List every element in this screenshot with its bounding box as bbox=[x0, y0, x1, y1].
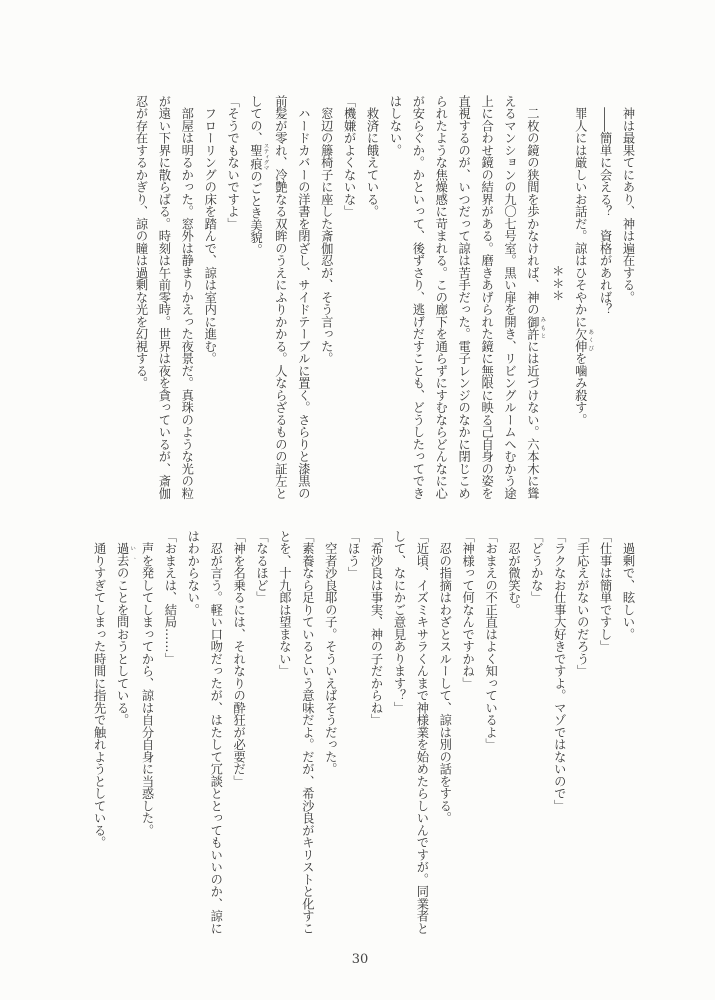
ruby-base: 欠伸 bbox=[573, 327, 588, 353]
text-run: 「おまえは、結局……」 bbox=[162, 530, 177, 665]
text-line bbox=[250, 530, 273, 924]
text-line bbox=[295, 530, 318, 935]
text-run: 声を発してしまってから、諒は自分自身に当惑した。 bbox=[139, 530, 154, 837]
text-run: を噛み殺す。 bbox=[573, 352, 588, 426]
ruby-text: みもと bbox=[539, 315, 546, 340]
text-run: 「そうでもないですよ」 bbox=[225, 95, 240, 230]
text-line bbox=[158, 530, 181, 924]
text-line bbox=[152, 95, 175, 500]
text-run: が遠い下界に散らばる。時刻は午前零時。世界は夜を貪っているが、斎伽 bbox=[156, 95, 171, 500]
text-run: 「どうかな」 bbox=[529, 530, 544, 604]
text-run: 過剰で、眩しい。 bbox=[621, 530, 635, 641]
text-run: 「神様って何なんですかね」 bbox=[460, 530, 475, 690]
text-line bbox=[568, 95, 593, 489]
ruby-text: スティグマ bbox=[262, 143, 269, 171]
text-run: 二枚の鏡の狭間を歩かなければ、神の bbox=[525, 95, 540, 316]
text-line bbox=[181, 530, 204, 924]
text-run: のごとき美貌。 bbox=[248, 170, 263, 256]
ruby-base: 過去 bbox=[115, 542, 130, 567]
text-run: 神は最果てにあり、神は遍在する。 bbox=[621, 95, 635, 304]
text-line bbox=[269, 95, 292, 500]
text-run: 「素養なら足りているという意味だよ。だが、希沙良がキリストと化すこ bbox=[300, 530, 315, 935]
text-run: 「ラクなお仕事大好きですよ。マゾではないので」 bbox=[552, 530, 567, 812]
text-line bbox=[520, 95, 546, 500]
text-line bbox=[452, 95, 475, 500]
text-run: して、なにかご意見あります？」 bbox=[391, 530, 406, 714]
text-line bbox=[87, 530, 110, 924]
text-run: 忍が言う。軽い口吻だったが、はたして冗談ととってもいいのか、諒に bbox=[208, 530, 223, 935]
text-line bbox=[360, 95, 383, 489]
text-line bbox=[198, 95, 221, 489]
text-run: ＊＊＊ bbox=[550, 265, 565, 302]
ruby-annotation bbox=[525, 315, 546, 341]
text-run: 「手応えがないのだろう」 bbox=[575, 530, 590, 677]
text-run: が安らぐか。かといって、後ずさり、逃げだすことも、どうしたってでき bbox=[410, 95, 425, 500]
text-line bbox=[387, 530, 410, 924]
text-line bbox=[110, 530, 135, 924]
text-run: 忍が存在するかぎり、諒の瞳は過剰な光を幻視する。 bbox=[133, 95, 148, 389]
text-line bbox=[364, 530, 387, 924]
text-line bbox=[502, 530, 525, 924]
text-line bbox=[410, 530, 433, 935]
text-line bbox=[135, 530, 158, 924]
text-run: フローリングの床を踏んで、諒は室内に進む。 bbox=[202, 95, 217, 365]
text-line bbox=[570, 530, 593, 924]
text-run: のことを問おうとしている。 bbox=[115, 566, 130, 726]
text-line bbox=[616, 530, 639, 924]
text-line bbox=[204, 530, 227, 935]
text-line bbox=[406, 95, 429, 500]
text-run: 忍の指摘はわざとスルーして、諒は別の話をする。 bbox=[437, 530, 452, 824]
text-line bbox=[479, 530, 502, 924]
text-run: 「機嫌がよくないな」 bbox=[342, 95, 357, 218]
section-break bbox=[545, 95, 568, 489]
text-run: 空者沙良耶の子。そういえばそうだった。 bbox=[323, 530, 338, 775]
text-run: 「神を名乗るには、それなりの酔狂が必要だ」 bbox=[231, 530, 246, 788]
text-line bbox=[337, 95, 360, 489]
text-run: しての、 bbox=[248, 95, 263, 144]
text-line bbox=[433, 530, 456, 924]
text-run: とを、十九郎は望まない」 bbox=[277, 530, 292, 677]
text-line bbox=[547, 530, 570, 924]
ruby-text: い、 bbox=[129, 542, 136, 567]
text-line bbox=[129, 95, 152, 489]
text-run: 「近頃、イズミキサラくんまで神様業を始めたらしいんですが。同業者と bbox=[414, 530, 429, 935]
text-run: 通りすぎてしまった時間に指先で触れようとしている。 bbox=[92, 530, 107, 849]
text-run: 窓辺の籐椅子に座した斎伽忍が、そう言った。 bbox=[319, 95, 334, 365]
page-number: 30 bbox=[351, 952, 369, 967]
text-line bbox=[429, 95, 452, 500]
text-line bbox=[318, 530, 341, 924]
text-run: 「なるほど」 bbox=[254, 530, 269, 604]
text-line bbox=[291, 95, 314, 500]
text-run: 上に合わせ鏡の結界がある。磨きあげられた鏡に無限に映る己自身の姿を bbox=[479, 95, 494, 500]
text-run: はしない。 bbox=[387, 95, 402, 157]
text-line bbox=[475, 95, 498, 500]
ruby-annotation bbox=[573, 327, 594, 353]
ruby-text: あくび bbox=[587, 327, 594, 353]
text-run: 「ほう」 bbox=[346, 530, 361, 579]
text-line bbox=[524, 530, 547, 924]
text-line bbox=[616, 95, 639, 489]
text-run: 前髪が零れ、冷艶なる双眸のうえにふりかかる。人ならざるものの証左と bbox=[273, 95, 288, 500]
text-run: られたような焦燥感に苛まれる。この廊下を通らずにすむならどんなに心 bbox=[433, 95, 448, 500]
ruby-base: 御許 bbox=[525, 315, 540, 340]
text-line bbox=[227, 530, 250, 924]
text-line bbox=[383, 95, 406, 489]
text-line bbox=[341, 530, 364, 924]
text-run: はわからない。 bbox=[185, 530, 200, 616]
text-run: 罪人には厳しいお話だ。諒はひそやかに bbox=[573, 95, 588, 328]
text-run: 救済に餓えている。 bbox=[365, 95, 380, 218]
text-block-upper bbox=[89, 95, 639, 500]
text-run: 「希沙良は事実、神の子だからね」 bbox=[369, 530, 384, 726]
text-run: 「おまえの不正直はよく知っているよ」 bbox=[483, 530, 498, 751]
text-line bbox=[593, 95, 616, 489]
text-line bbox=[593, 530, 616, 924]
text-line bbox=[273, 530, 296, 924]
text-run: ハードカバーの洋書を閉ざし、サイドテーブルに置く。さらりと漆黒の bbox=[296, 95, 311, 500]
text-run: には近づけない。六本木に聳 bbox=[525, 340, 540, 500]
text-run: 「仕事は簡単ですし」 bbox=[598, 530, 613, 653]
ruby-annotation bbox=[248, 143, 269, 171]
text-line bbox=[244, 95, 269, 489]
text-run: えるマンションの九〇七号室。黒い扉を開き、リビングルームへむかう途 bbox=[502, 95, 517, 500]
text-run bbox=[115, 530, 129, 542]
text-line bbox=[175, 95, 198, 500]
text-line bbox=[221, 95, 244, 489]
ruby-annotation bbox=[115, 542, 136, 567]
ruby-base: 聖痕 bbox=[248, 143, 263, 171]
text-run: 部屋は明るかった。窓外は静まりかえった夜景だ。真珠のような光の粒 bbox=[179, 95, 194, 500]
text-line bbox=[456, 530, 479, 924]
text-line bbox=[498, 95, 521, 500]
text-run: 直視するのが、いつだって諒は苦手だった。電子レンジのなかに閉じこめ bbox=[456, 95, 471, 500]
text-run: ――簡単に会える？ 資格があれば？ bbox=[598, 95, 613, 316]
text-run: 忍が微笑む。 bbox=[506, 530, 521, 616]
text-block-lower bbox=[89, 530, 639, 935]
text-line bbox=[314, 95, 337, 489]
